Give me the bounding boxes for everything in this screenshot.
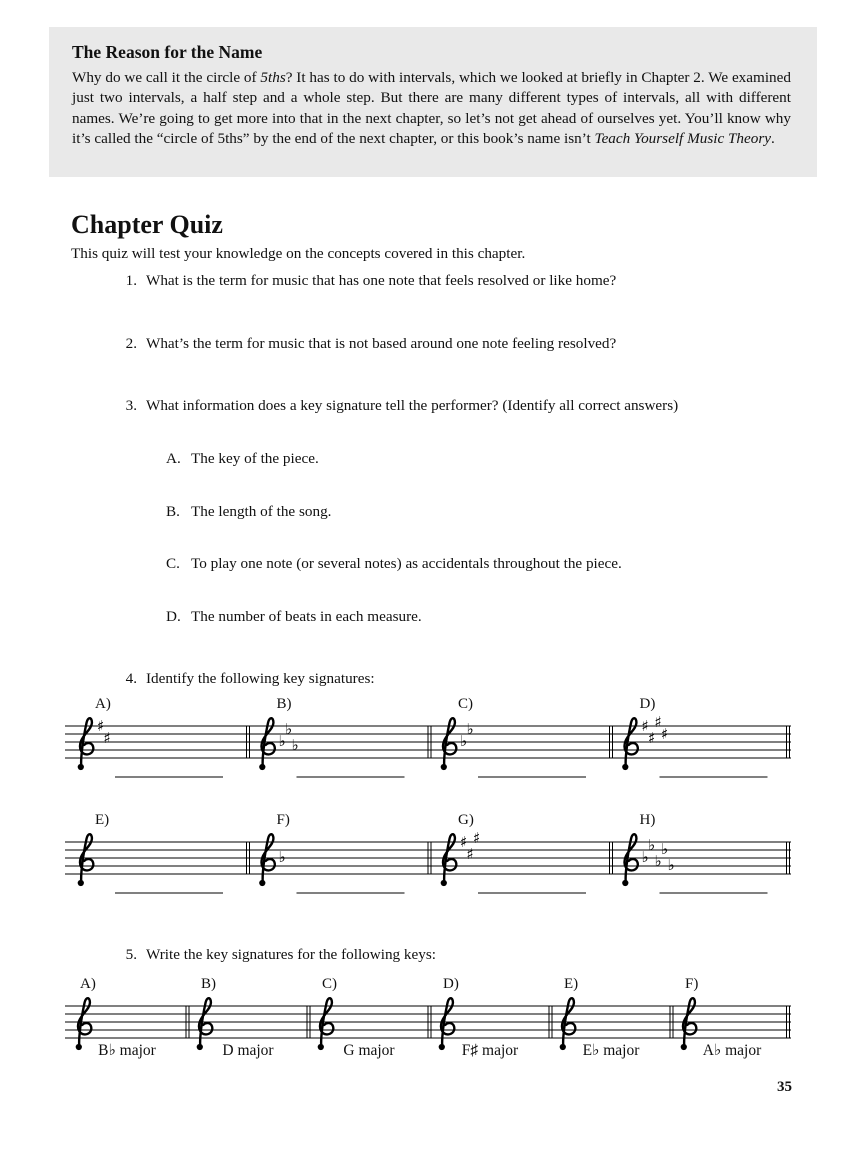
choice-text: The number of beats in each measure. (191, 608, 422, 625)
key-signature-accidental: ♯ (648, 729, 656, 747)
choice-text: To play one note (or several notes) as accidentals throughout the piece. (191, 555, 622, 572)
staff-label: H) (639, 812, 656, 828)
staff-label: E) (95, 812, 110, 828)
choice-d (166, 608, 422, 626)
staff-label: E) (564, 976, 579, 992)
key-signature-accidental: ♭ (460, 732, 468, 750)
key-signature-accidental: ♭ (466, 720, 474, 738)
question-1 (118, 272, 616, 290)
callout-text-segment-italic: Teach Yourself Music Theory (594, 129, 772, 147)
callout-text-segment: . (771, 129, 775, 147)
question-number: 2. (125, 335, 137, 352)
choice-c (166, 555, 622, 573)
key-signature-accidental: ♯ (103, 729, 111, 747)
staff-row-q4-second (65, 812, 791, 917)
key-name-label: G major (343, 1042, 395, 1059)
staff-label: A) (80, 976, 96, 992)
key-signature-accidental: ♯ (460, 833, 468, 851)
staff-label: C) (322, 976, 337, 992)
key-signature-accidental: ♭ (648, 836, 656, 854)
choice-letter: D. (166, 608, 181, 625)
question-number: 1. (125, 272, 137, 289)
question-text: What information does a key signature tell the performer? (Identify all correct answers) (146, 397, 679, 414)
key-signature-accidental: ♯ (661, 725, 669, 743)
key-signature-accidental: ♭ (654, 852, 662, 870)
key-signature-accidental: ♭ (641, 848, 649, 866)
page-number: 35 (777, 1079, 792, 1095)
key-signature-accidental: ♭ (661, 840, 669, 858)
question-number: 5. (125, 946, 137, 963)
key-signature-accidental: ♯ (466, 845, 474, 863)
question-5 (118, 946, 436, 964)
choice-b (166, 503, 331, 521)
callout-text-segment: ? It has to do with intervals, which we looked at briefly in Chapter 2. We examined just two intervals, a half step and a whole step. But there are many different types of intervals, all with different names. We’re going to get more into that in the next chapter, so let’s not get ahead of ourselves yet. You’ll know why it’s called the “circle of 5ths” by the end of the next chapter, or this book’s name isn’t (72, 69, 791, 147)
choice-letter: C. (166, 555, 180, 572)
question-4 (118, 670, 375, 688)
staff-label: C) (458, 696, 473, 712)
question-2 (118, 335, 616, 353)
choice-text: The key of the piece. (191, 450, 319, 467)
choice-a (166, 450, 319, 468)
choice-letter: B. (166, 503, 180, 520)
key-signature-accidental: ♭ (667, 856, 675, 874)
key-signature-accidental: ♯ (97, 717, 105, 735)
staff-label: D) (639, 696, 656, 712)
staff-label: G) (458, 812, 474, 828)
key-name-label: D major (222, 1042, 274, 1059)
staff-row-q4-first (65, 696, 791, 801)
key-signature-accidental: ♯ (641, 717, 649, 735)
staff-svg (65, 696, 791, 796)
key-signature-accidental: ♭ (278, 848, 286, 866)
question-text: Write the key signatures for the following keys: (146, 946, 436, 963)
question-number: 3. (125, 397, 137, 414)
key-name-label: E♭ major (582, 1042, 640, 1059)
key-name-label: B♭ major (98, 1042, 156, 1059)
question-text: What is the term for music that has one note that feels resolved or like home? (146, 272, 617, 289)
choice-text: The length of the song. (191, 503, 332, 520)
staff-label: F) (276, 812, 290, 828)
key-signature-accidental: ♭ (291, 736, 299, 754)
callout-title: The Reason for the Name (72, 42, 263, 62)
staff-label: F) (685, 976, 699, 992)
callout-text-segment-italic: 5ths (260, 69, 286, 86)
choice-letter: A. (166, 450, 181, 467)
quiz-intro: This quiz will test your knowledge on the concepts covered in this chapter. (71, 245, 526, 262)
page-title: Chapter Quiz (71, 210, 223, 239)
question-text: Identify the following key signatures: (146, 670, 375, 687)
key-name-label: F♯ major (461, 1042, 519, 1059)
question-number: 4. (125, 670, 137, 687)
callout-body (72, 68, 791, 149)
staff-label: B) (201, 976, 216, 992)
staff-label: B) (276, 696, 292, 712)
key-signature-accidental: ♯ (654, 713, 662, 731)
key-signature-accidental: ♭ (278, 732, 286, 750)
staff-svg (65, 972, 791, 1067)
staff-svg (65, 812, 791, 912)
question-3 (118, 397, 678, 415)
staff-label: A) (95, 696, 111, 712)
key-signature-accidental: ♯ (473, 829, 481, 847)
callout-box (49, 27, 817, 177)
key-name-label: A♭ major (702, 1042, 762, 1059)
key-signature-accidental: ♭ (285, 720, 293, 738)
staff-label: D) (443, 976, 459, 992)
staff-row-q5 (65, 972, 791, 1072)
callout-text-segment: Why do we call it the circle of (72, 69, 261, 86)
question-text: What’s the term for music that is not based around one note feeling resolved? (146, 335, 617, 352)
